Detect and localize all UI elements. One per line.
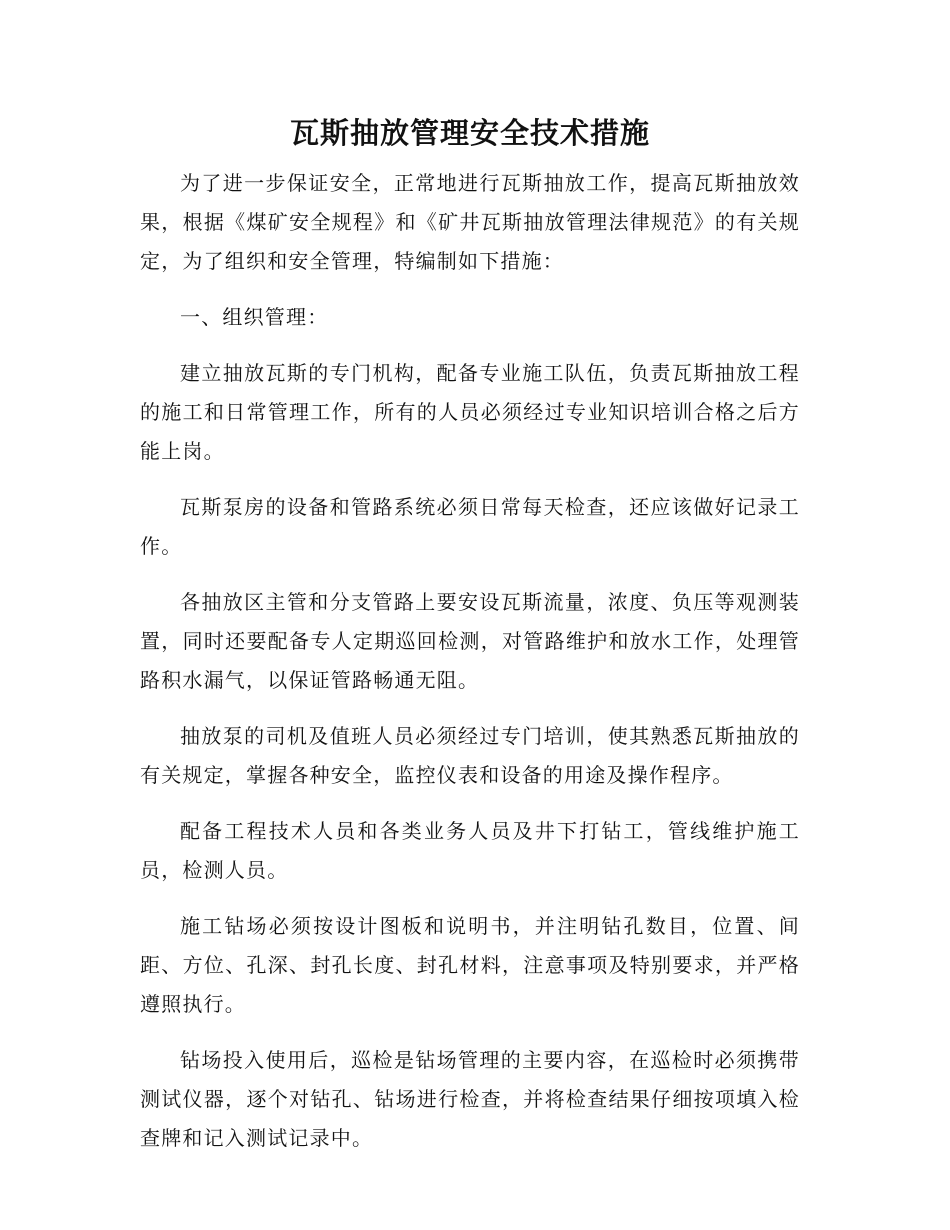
paragraph-pipeline-monitoring: 各抽放区主管和分支管路上要安设瓦斯流量，浓度、负压等观测装置，同时还要配备专人定期巡回检测，对管路维护和放水工作，处理管路积水漏气，以保证管路畅通无阻。 bbox=[140, 590, 800, 692]
paragraph-staffing: 配备工程技术人员和各类业务人员及井下打钻工，管线维护施工员，检测人员。 bbox=[140, 819, 800, 882]
document-title: 瓦斯抽放管理安全技术措施 bbox=[289, 116, 650, 150]
section-heading-organization: 一、组织管理： bbox=[180, 305, 329, 329]
paragraph-inspection: 钻场投入使用后，巡检是钻场管理的主要内容，在巡检时必须携带测试仪器，逐个对钻孔、钻场进行检查，并将检查结果仔细按项填入检查牌和记入测试记录中。 bbox=[140, 1048, 800, 1150]
paragraph-intro: 为了进一步保证安全，正常地进行瓦斯抽放工作，提高瓦斯抽放效果，根据《煤矿安全规程》和《矿井瓦斯抽放管理法律规范》的有关规定，为了组织和安全管理，特编制如下措施： bbox=[140, 171, 800, 273]
paragraph-pump-room: 瓦斯泵房的设备和管路系统必须日常每天检查，还应该做好记录工作。 bbox=[140, 495, 800, 558]
paragraph-pump-operators: 抽放泵的司机及值班人员必须经过专门培训，使其熟悉瓦斯抽放的有关规定，掌握各种安全，监控仪表和设备的用途及操作程序。 bbox=[140, 724, 800, 787]
paragraph-drilling-site: 施工钻场必须按设计图板和说明书，并注明钻孔数目，位置、间距、方位、孔深、封孔长度、封孔材料，注意事项及特别要求，并严格遵照执行。 bbox=[140, 914, 800, 1016]
paragraph-agency: 建立抽放瓦斯的专门机构，配备专业施工队伍，负责瓦斯抽放工程的施工和日常管理工作，所有的人员必须经过专业知识培训合格之后方能上岗。 bbox=[140, 361, 800, 463]
